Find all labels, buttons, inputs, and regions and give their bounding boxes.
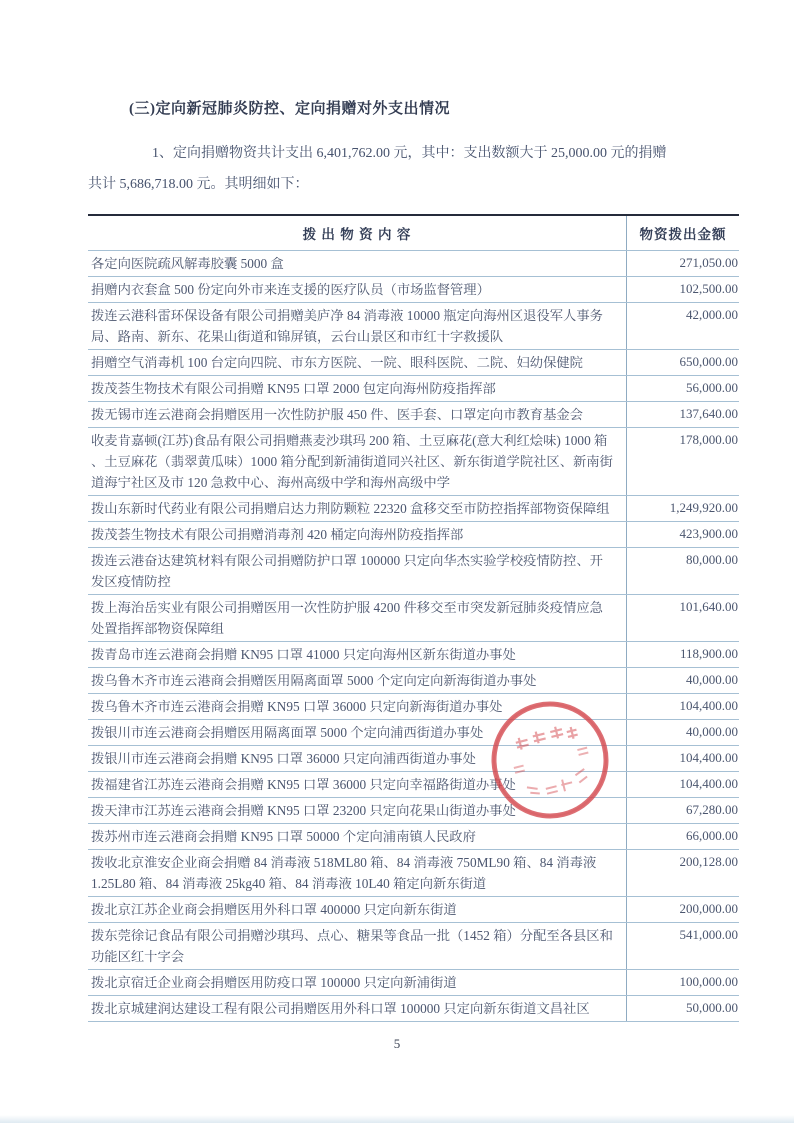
- donation-table: [88, 214, 739, 1022]
- row-amount: 67,280.00: [627, 798, 740, 824]
- row-amount: 42,000.00: [627, 303, 740, 350]
- table-row: [88, 746, 739, 772]
- row-content: 拨北京城建润达建设工程有限公司捐赠医用外科口罩 100000 只定向新东街道文昌社区: [88, 996, 627, 1022]
- table-row: [88, 376, 739, 402]
- row-content: 各定向医院疏风解毒胶囊 5000 盒: [88, 251, 627, 277]
- table-row: [88, 522, 739, 548]
- table-row: [88, 496, 739, 522]
- table-row: [88, 595, 739, 642]
- table-row: [88, 642, 739, 668]
- scan-edge: [0, 1115, 794, 1123]
- row-amount: 40,000.00: [627, 720, 740, 746]
- row-amount: 118,900.00: [627, 642, 740, 668]
- table-row: [88, 402, 739, 428]
- row-amount: 56,000.00: [627, 376, 740, 402]
- row-amount: 104,400.00: [627, 772, 740, 798]
- row-content: 拨茂荟生物技术有限公司捐赠消毒剂 420 桶定向海州防疫指挥部: [88, 522, 627, 548]
- row-content: 拨连云港奋达建筑材料有限公司捐赠防护口罩 100000 只定向华杰实验学校疫情防控、开发区疫情防控: [88, 548, 627, 595]
- row-amount: 423,900.00: [627, 522, 740, 548]
- document-content: [88, 97, 738, 1022]
- col-header-amount: 物资拨出金额: [627, 215, 740, 251]
- table-row: [88, 694, 739, 720]
- row-content: 拨福建省江苏连云港商会捐赠 KN95 口罩 36000 只定向幸福路街道办事处: [88, 772, 627, 798]
- table-row: [88, 850, 739, 897]
- row-amount: 66,000.00: [627, 824, 740, 850]
- row-amount: 101,640.00: [627, 595, 740, 642]
- table-row: [88, 350, 739, 376]
- row-content: 拨东莞徐记食品有限公司捐赠沙琪玛、点心、糖果等食品一批（1452 箱）分配至各县区和功能区红十字会: [88, 923, 627, 970]
- row-content: 拨连云港科雷环保设备有限公司捐赠美庐净 84 消毒液 10000 瓶定向海州区退役军人事务局、路南、新东、花果山街道和锦屏镇，云台山景区和市红十字救援队: [88, 303, 627, 350]
- table-row: [88, 996, 739, 1022]
- row-content: 收麦肯嘉顿(江苏)食品有限公司捐赠燕麦沙琪玛 200 箱、土豆麻花(意大利红烩味) 1000 箱 、土豆麻花（翡翠黄瓜味）1000 箱分配到新浦街道同兴社区、新东街道学院社区、新南街道海宁社区及市 120 急救中心、海州高级中学和海州高级中学: [88, 428, 627, 496]
- row-content: 拨茂荟生物技术有限公司捐赠 KN95 口罩 2000 包定向海州防疫指挥部: [88, 376, 627, 402]
- row-amount: 137,640.00: [627, 402, 740, 428]
- table-row: [88, 824, 739, 850]
- row-amount: 40,000.00: [627, 668, 740, 694]
- row-content: 捐赠内衣套盒 500 份定向外市来连支援的医疗队员（市场监督管理）: [88, 277, 627, 303]
- table-row: [88, 923, 739, 970]
- row-content: 拨无锡市连云港商会捐赠医用一次性防护服 450 件、医手套、口罩定向市教育基金会: [88, 402, 627, 428]
- row-content: 拨北京江苏企业商会捐赠医用外科口罩 400000 只定向新东街道: [88, 897, 627, 923]
- row-content: 拨银川市连云港商会捐赠医用隔离面罩 5000 个定向浦西街道办事处: [88, 720, 627, 746]
- row-amount: 271,050.00: [627, 251, 740, 277]
- row-content: 拨银川市连云港商会捐赠 KN95 口罩 36000 只定向浦西街道办事处: [88, 746, 627, 772]
- row-content: 捐赠空气消毒机 100 台定向四院、市东方医院、一院、眼科医院、二院、妇幼保健院: [88, 350, 627, 376]
- table-header: [88, 215, 739, 251]
- intro-paragraph: [88, 138, 722, 200]
- table-row: [88, 720, 739, 746]
- row-content: 拨青岛市连云港商会捐赠 KN95 口罩 41000 只定向海州区新东街道办事处: [88, 642, 627, 668]
- row-amount: 650,000.00: [627, 350, 740, 376]
- row-amount: 104,400.00: [627, 694, 740, 720]
- table-row: [88, 798, 739, 824]
- row-content: 拨天津市江苏连云港商会捐赠 KN95 口罩 23200 只定向花果山街道办事处: [88, 798, 627, 824]
- table-row: [88, 277, 739, 303]
- table-row: [88, 548, 739, 595]
- row-content: 拨北京宿迁企业商会捐赠医用防疫口罩 100000 只定向新浦街道: [88, 970, 627, 996]
- table-header-row: [88, 215, 739, 251]
- row-content: 拨收北京淮安企业商会捐赠 84 消毒液 518ML80 箱、84 消毒液 750ML90 箱、84 消毒液 1.25L80 箱、84 消毒液 25kg40 箱、84 消毒液 10L40 箱定向新东街道: [88, 850, 627, 897]
- table-row: [88, 970, 739, 996]
- row-amount: 178,000.00: [627, 428, 740, 496]
- page-number: 5: [393, 1036, 401, 1051]
- row-amount: 80,000.00: [627, 548, 740, 595]
- row-amount: 200,000.00: [627, 897, 740, 923]
- row-content: 拨乌鲁木齐市连云港商会捐赠 KN95 口罩 36000 只定向新海街道办事处: [88, 694, 627, 720]
- row-content: 拨乌鲁木齐市连云港商会捐赠医用隔离面罩 5000 个定向定向新海街道办事处: [88, 668, 627, 694]
- table-row: [88, 251, 739, 277]
- col-header-content: 拨 出 物 资 内 容: [88, 215, 627, 251]
- row-content: 拨山东新时代药业有限公司捐赠启达力荆防颗粒 22320 盒移交至市防控指挥部物资保障组: [88, 496, 627, 522]
- table-body: [88, 251, 739, 1022]
- table-row: [88, 668, 739, 694]
- table-row: [88, 303, 739, 350]
- table-row: [88, 428, 739, 496]
- row-content: 拨上海治岳实业有限公司捐赠医用一次性防护服 4200 件移交至市突发新冠肺炎疫情应急处置指挥部物资保障组: [88, 595, 627, 642]
- row-amount: 541,000.00: [627, 923, 740, 970]
- row-amount: 1,249,920.00: [627, 496, 740, 522]
- table-row: [88, 772, 739, 798]
- row-amount: 50,000.00: [627, 996, 740, 1022]
- table-row: [88, 897, 739, 923]
- intro-line-2: 共计 5,686,718.00 元。其明细如下：: [88, 177, 309, 192]
- intro-line-1: 1、定向捐赠物资共计支出 6,401,762.00 元，其中：支出数额大于 25,000.00 元的捐赠: [152, 146, 667, 161]
- row-amount: 104,400.00: [627, 746, 740, 772]
- row-amount: 102,500.00: [627, 277, 740, 303]
- section-heading: (三)定向新冠肺炎防控、定向捐赠对外支出情况: [129, 101, 450, 117]
- row-amount: 200,128.00: [627, 850, 740, 897]
- row-content: 拨苏州市连云港商会捐赠 KN95 口罩 50000 个定向浦南镇人民政府: [88, 824, 627, 850]
- row-amount: 100,000.00: [627, 970, 740, 996]
